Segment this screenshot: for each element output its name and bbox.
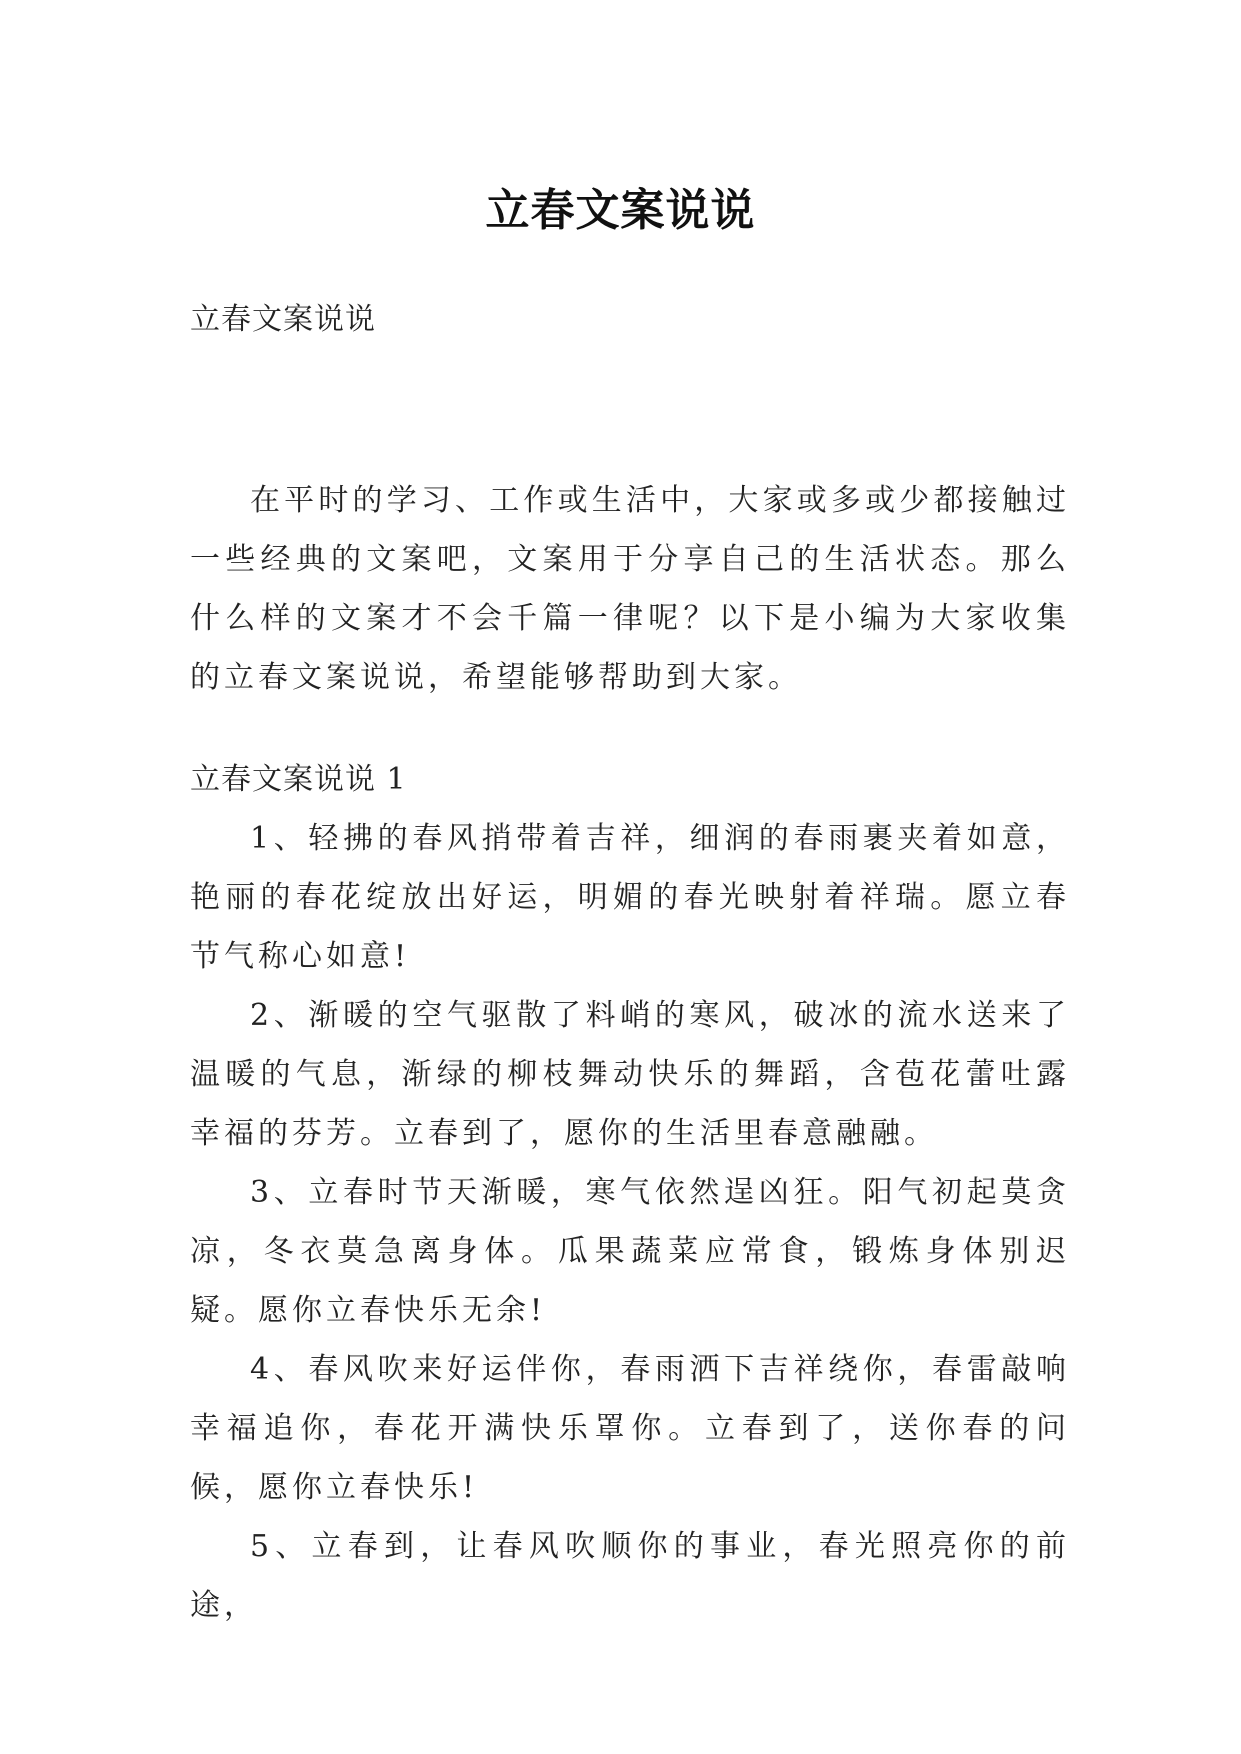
document-body xyxy=(190,290,1070,1635)
document-title: 立春文案说说 xyxy=(485,185,756,237)
section-heading: 立春文案说说 1 xyxy=(190,762,407,797)
list-item: 1、轻拂的春风捎带着吉祥，细润的春雨裹夹着如意，艳丽的春花绽放出好运，明媚的春光映射着祥瑞。愿立春节气称心如意! xyxy=(190,821,1070,974)
list-item: 2、渐暖的空气驱散了料峭的寒风，破冰的流水送来了温暖的气息，渐绿的柳枝舞动快乐的舞蹈，含苞花蕾吐露幸福的芬芳。立春到了，愿你的生活里春意融融。 xyxy=(190,998,1070,1151)
list-item: 3、立春时节天渐暖，寒气依然逞凶狂。阳气初起莫贪凉，冬衣莫急离身体。瓜果蔬菜应常食，锻炼身体别迟疑。愿你立春快乐无余! xyxy=(190,1175,1070,1328)
intro-paragraph: 在平时的学习、工作或生活中，大家或多或少都接触过一些经典的文案吧，文案用于分享自己的生活状态。那么什么样的文案才不会千篇一律呢？以下是小编为大家收集的立春文案说说，希望能够帮助到大家。 xyxy=(190,483,1070,695)
list-item: 4、春风吹来好运伴你，春雨洒下吉祥绕你，春雷敲响幸福追你，春花开满快乐罩你。立春到了，送你春的问候，愿你立春快乐! xyxy=(190,1352,1070,1505)
list-item: 5、立春到，让春风吹顺你的事业，春光照亮你的前途， xyxy=(190,1529,1070,1623)
document-subtitle: 立春文案说说 xyxy=(190,302,376,337)
